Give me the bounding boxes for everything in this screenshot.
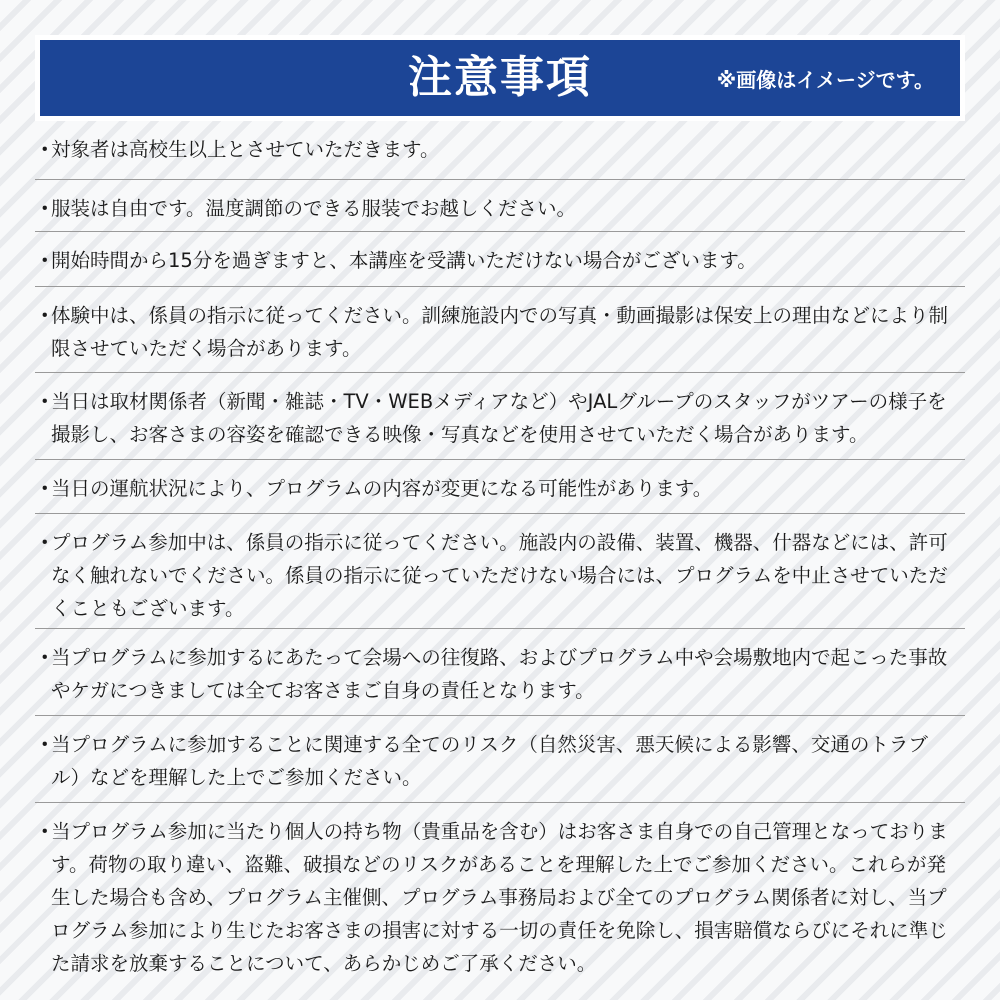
bullet: ・: [35, 304, 55, 327]
notice-item: [35, 232, 965, 287]
notice-header-bar: [40, 40, 960, 116]
notice-item: [35, 716, 965, 803]
notice-list: [35, 121, 965, 983]
notice-header: [35, 35, 965, 121]
notice-text: 当プログラムに参加するにあたって会場への往復路、およびプログラム中や会場敷地内で起こった事故やケガにつきましては全てお客さまご自身の責任となります。: [51, 646, 948, 702]
notice-item: [35, 803, 965, 983]
bullet: ・: [35, 197, 55, 220]
notice-text: 体験中は、係員の指示に従ってください。訓練施設内での写真・動画撮影は保安上の理由などにより制限させていただく場合があります。: [51, 304, 949, 360]
image-disclaimer: ※画像はイメージです。: [716, 68, 934, 92]
notice-item: [35, 121, 965, 180]
notice-text: 服装は自由です。温度調節のできる服装でお越しください。: [51, 197, 576, 220]
notice-item: [35, 514, 965, 629]
bullet: ・: [35, 249, 55, 272]
notice-text: 当プログラムに参加することに関連する全てのリスク（自然災害、悪天候による影響、交通のトラブル）などを理解した上でご参加ください。: [51, 733, 928, 789]
notice-text: 対象者は高校生以上とさせていただきます。: [51, 138, 440, 161]
notice-item: [35, 629, 965, 716]
bullet: ・: [35, 477, 55, 500]
notice-text: 当日の運航状況により、プログラムの内容が変更になる可能性があります。: [51, 477, 713, 500]
notice-item: [35, 287, 965, 373]
notice-text: 当日は取材関係者（新聞・雑誌・TV・WEBメディアなど）やJALグループのスタッフがツアーの様子を撮影し、お客さまの容姿を確認できる映像・写真などを使用させていただく場合があります。: [51, 390, 947, 446]
notice-text: 開始時間から15分を過ぎますと、本講座を受講いただけない場合がございます。: [51, 249, 757, 272]
notice-item: [35, 373, 965, 460]
bullet: ・: [35, 820, 55, 843]
bullet: ・: [35, 733, 55, 756]
notice-text: 当プログラム参加に当たり個人の持ち物（貴重品を含む）はお客さま自身での自己管理となっております。荷物の取り違い、盗難、破損などのリスクがあることを理解した上でご参加ください。これらが発生した場合も含め、プログラム主催側、プログラム事務局および全てのプログラム関係者に対し、当プログラム参加により生じたお客さまの損害に対する一切の責任を免除し、損害賠償ならびにそれに準じた請求を放棄することについて、あらかじめご了承ください。: [51, 820, 948, 975]
bullet: ・: [35, 646, 55, 669]
bullet: ・: [35, 138, 55, 161]
bullet: ・: [35, 531, 55, 554]
notice-text: プログラム参加中は、係員の指示に従ってください。施設内の設備、装置、機器、什器などには、許可なく触れないでください。係員の指示に従っていただけない場合には、プログラムを中止させていただくこともございます。: [51, 531, 948, 620]
bullet: ・: [35, 390, 55, 413]
notice-item: [35, 180, 965, 232]
page-title: 注意事項: [408, 52, 592, 103]
notice-item: [35, 460, 965, 514]
